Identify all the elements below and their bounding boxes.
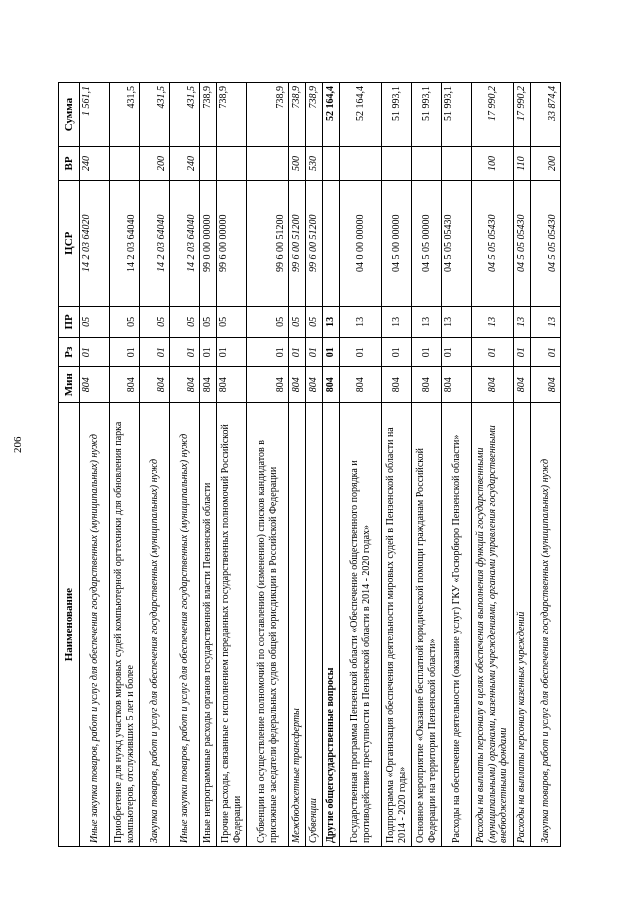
row-vr <box>382 147 412 181</box>
row-pr: 05 <box>200 306 217 337</box>
row-name: Подпрограмма «Организация обеспечения деятельности мировых судей в Пензенской области на 2014 - 2020 годы» <box>382 403 412 847</box>
row-rz: 01 <box>531 338 561 367</box>
row-name: Основное мероприятие «Оказание бесплатной юридической помощи гражданам Российской Федерации на территории Пензенской области» <box>412 403 442 847</box>
row-name: Расходы на выплаты персоналу в целях обеспечения выполнения функций государственными (муниципальными) органами, казенными учреждениями, органами управления государственными внебюджетными фондами <box>472 403 514 847</box>
row-csr: 99 6 00 00000 <box>217 180 247 306</box>
row-vr: 500 <box>289 147 306 181</box>
row-rz: 01 <box>289 338 306 367</box>
row-pr: 13 <box>531 306 561 337</box>
table-row <box>412 83 442 847</box>
row-vr <box>412 147 442 181</box>
row-rz: 01 <box>200 338 217 367</box>
row-name: Приобретение для нужд участков мировых судей компьютерной оргтехники для обновления парка компьютеров, отслуживших 5 лет и более <box>110 403 140 847</box>
row-rz: 01 <box>442 338 472 367</box>
row-name: Прочие расходы, связанные с исполнением переданных государственных полномочий Российской Федерации <box>217 403 247 847</box>
row-pr: 13 <box>442 306 472 337</box>
header-csr: ЦСР <box>59 180 80 306</box>
table-row <box>442 83 472 847</box>
row-rz: 01 <box>514 338 531 367</box>
row-sum: 33 874,4 <box>531 83 561 147</box>
row-pr: 05 <box>306 306 323 337</box>
row-min: 804 <box>412 367 442 403</box>
row-sum: 51 993,1 <box>412 83 442 147</box>
row-vr: 110 <box>514 147 531 181</box>
row-name: Другие общегосударственные вопросы <box>323 403 340 847</box>
row-min: 804 <box>140 367 170 403</box>
row-csr: 14 2 03 64040 <box>110 180 140 306</box>
row-csr: 99 6 00 51200 <box>306 180 323 306</box>
row-vr: 100 <box>472 147 514 181</box>
table-row <box>140 83 170 847</box>
table-row <box>247 83 289 847</box>
row-sum: 738,9 <box>217 83 247 147</box>
header-min: Мин <box>59 367 80 403</box>
row-min: 804 <box>472 367 514 403</box>
table-row <box>340 83 382 847</box>
row-min: 804 <box>531 367 561 403</box>
table-row <box>531 83 561 847</box>
row-rz: 01 <box>110 338 140 367</box>
row-pr: 13 <box>382 306 412 337</box>
row-vr <box>323 147 340 181</box>
row-rz: 01 <box>340 338 382 367</box>
row-rz: 01 <box>412 338 442 367</box>
row-sum: 431,5 <box>170 83 200 147</box>
row-csr: 04 5 05 00000 <box>412 180 442 306</box>
row-csr: 04 0 00 00000 <box>340 180 382 306</box>
row-min: 804 <box>247 367 289 403</box>
row-name: Межбюджетные трансферты <box>289 403 306 847</box>
row-csr: 04 5 00 00000 <box>382 180 412 306</box>
row-csr: 14 2 03 64020 <box>80 180 110 306</box>
row-min: 804 <box>289 367 306 403</box>
row-sum: 738,9 <box>306 83 323 147</box>
row-sum: 17 990,2 <box>514 83 531 147</box>
row-rz: 01 <box>306 338 323 367</box>
row-rz: 01 <box>217 338 247 367</box>
row-csr: 99 6 00 51200 <box>247 180 289 306</box>
table-row <box>200 83 217 847</box>
row-name: Иные непрограммные расходы органов государственной власти Пензенской области <box>200 403 217 847</box>
row-sum: 52 164,4 <box>340 83 382 147</box>
row-vr <box>442 147 472 181</box>
row-name: Закупка товаров, работ и услуг для обеспечения государственных (муниципальных) нужд <box>531 403 561 847</box>
row-pr: 05 <box>217 306 247 337</box>
budget-table <box>58 82 561 847</box>
row-min: 804 <box>170 367 200 403</box>
row-csr: 04 5 05 05430 <box>472 180 514 306</box>
table-row <box>323 83 340 847</box>
row-pr: 13 <box>514 306 531 337</box>
row-min: 804 <box>217 367 247 403</box>
row-min: 804 <box>80 367 110 403</box>
row-vr: 240 <box>170 147 200 181</box>
header-vr: ВР <box>59 147 80 181</box>
row-sum: 1 561,1 <box>80 83 110 147</box>
row-min: 804 <box>323 367 340 403</box>
row-rz: 01 <box>170 338 200 367</box>
header-name: Наименование <box>59 403 80 847</box>
row-pr: 13 <box>412 306 442 337</box>
row-rz: 01 <box>323 338 340 367</box>
row-pr: 05 <box>289 306 306 337</box>
row-sum: 431,5 <box>140 83 170 147</box>
table-row <box>170 83 200 847</box>
row-csr: 04 5 05 05430 <box>442 180 472 306</box>
row-pr: 13 <box>323 306 340 337</box>
row-pr: 05 <box>170 306 200 337</box>
row-csr: 14 2 03 64040 <box>140 180 170 306</box>
row-pr: 05 <box>80 306 110 337</box>
row-min: 804 <box>340 367 382 403</box>
row-name: Расходы на обеспечение деятельности (оказание услуг) ГКУ «Госюрбюро Пензенской области» <box>442 403 472 847</box>
page-number: 206 <box>12 436 24 453</box>
rotated-page-content <box>58 82 586 847</box>
row-csr: 99 0 00 00000 <box>200 180 217 306</box>
row-sum: 431,5 <box>110 83 140 147</box>
row-sum: 738,9 <box>200 83 217 147</box>
row-vr: 200 <box>140 147 170 181</box>
table-row <box>289 83 306 847</box>
row-vr <box>247 147 289 181</box>
row-sum: 51 993,1 <box>442 83 472 147</box>
row-vr <box>217 147 247 181</box>
row-rz: 01 <box>247 338 289 367</box>
row-rz: 01 <box>472 338 514 367</box>
row-csr: 04 5 05 05430 <box>531 180 561 306</box>
row-min: 804 <box>382 367 412 403</box>
row-name: Иные закупка товаров, работ и услуг для обеспечения государственных (муниципальных) нужд <box>80 403 110 847</box>
row-pr: 13 <box>472 306 514 337</box>
row-csr: 04 5 05 05430 <box>514 180 531 306</box>
row-min: 804 <box>442 367 472 403</box>
row-sum: 17 990,2 <box>472 83 514 147</box>
row-vr: 240 <box>80 147 110 181</box>
row-rz: 01 <box>382 338 412 367</box>
row-vr <box>340 147 382 181</box>
header-rz: Рз <box>59 338 80 367</box>
row-sum: 738,9 <box>289 83 306 147</box>
table-row <box>514 83 531 847</box>
table-header-row <box>59 83 80 847</box>
row-sum: 52 164,4 <box>323 83 340 147</box>
row-rz: 01 <box>140 338 170 367</box>
row-name: Закупка товаров, работ и услуг для обеспечения государственных (муниципальных) нужд <box>140 403 170 847</box>
row-min: 804 <box>514 367 531 403</box>
row-pr: 05 <box>140 306 170 337</box>
row-min: 804 <box>200 367 217 403</box>
table-row <box>80 83 110 847</box>
row-sum: 738,9 <box>247 83 289 147</box>
row-vr: 200 <box>531 147 561 181</box>
row-csr: 99 6 00 51200 <box>289 180 306 306</box>
table-row <box>217 83 247 847</box>
row-pr: 05 <box>110 306 140 337</box>
row-name: Иные закупки товаров, работ и услуг для обеспечения государственных (муниципальных) нужд <box>170 403 200 847</box>
row-name: Субвенции <box>306 403 323 847</box>
row-name: Расходы на выплаты персоналу казенных учреждений <box>514 403 531 847</box>
header-sum: Сумма <box>59 83 80 147</box>
table-row <box>472 83 514 847</box>
row-sum: 51 993,1 <box>382 83 412 147</box>
row-pr: 05 <box>247 306 289 337</box>
row-rz: 01 <box>80 338 110 367</box>
header-pr: ПР <box>59 306 80 337</box>
row-vr: 530 <box>306 147 323 181</box>
table-row <box>306 83 323 847</box>
row-pr: 13 <box>340 306 382 337</box>
row-vr <box>110 147 140 181</box>
row-name: Субвенции на осуществление полномочий по составлению (изменению) списков кандидатов в присяжные заседатели федеральных судов общей юрисдикции в Российской Федерации <box>247 403 289 847</box>
table-row <box>382 83 412 847</box>
row-vr <box>200 147 217 181</box>
row-csr: 14 2 03 64040 <box>170 180 200 306</box>
row-csr <box>323 180 340 306</box>
row-min: 804 <box>306 367 323 403</box>
row-min: 804 <box>110 367 140 403</box>
table-row <box>110 83 140 847</box>
row-name: Государственная программа Пензенской области «Обеспечение общественного порядка и противодействие преступности в Пензенской области в 2014 - 2020 годах» <box>340 403 382 847</box>
